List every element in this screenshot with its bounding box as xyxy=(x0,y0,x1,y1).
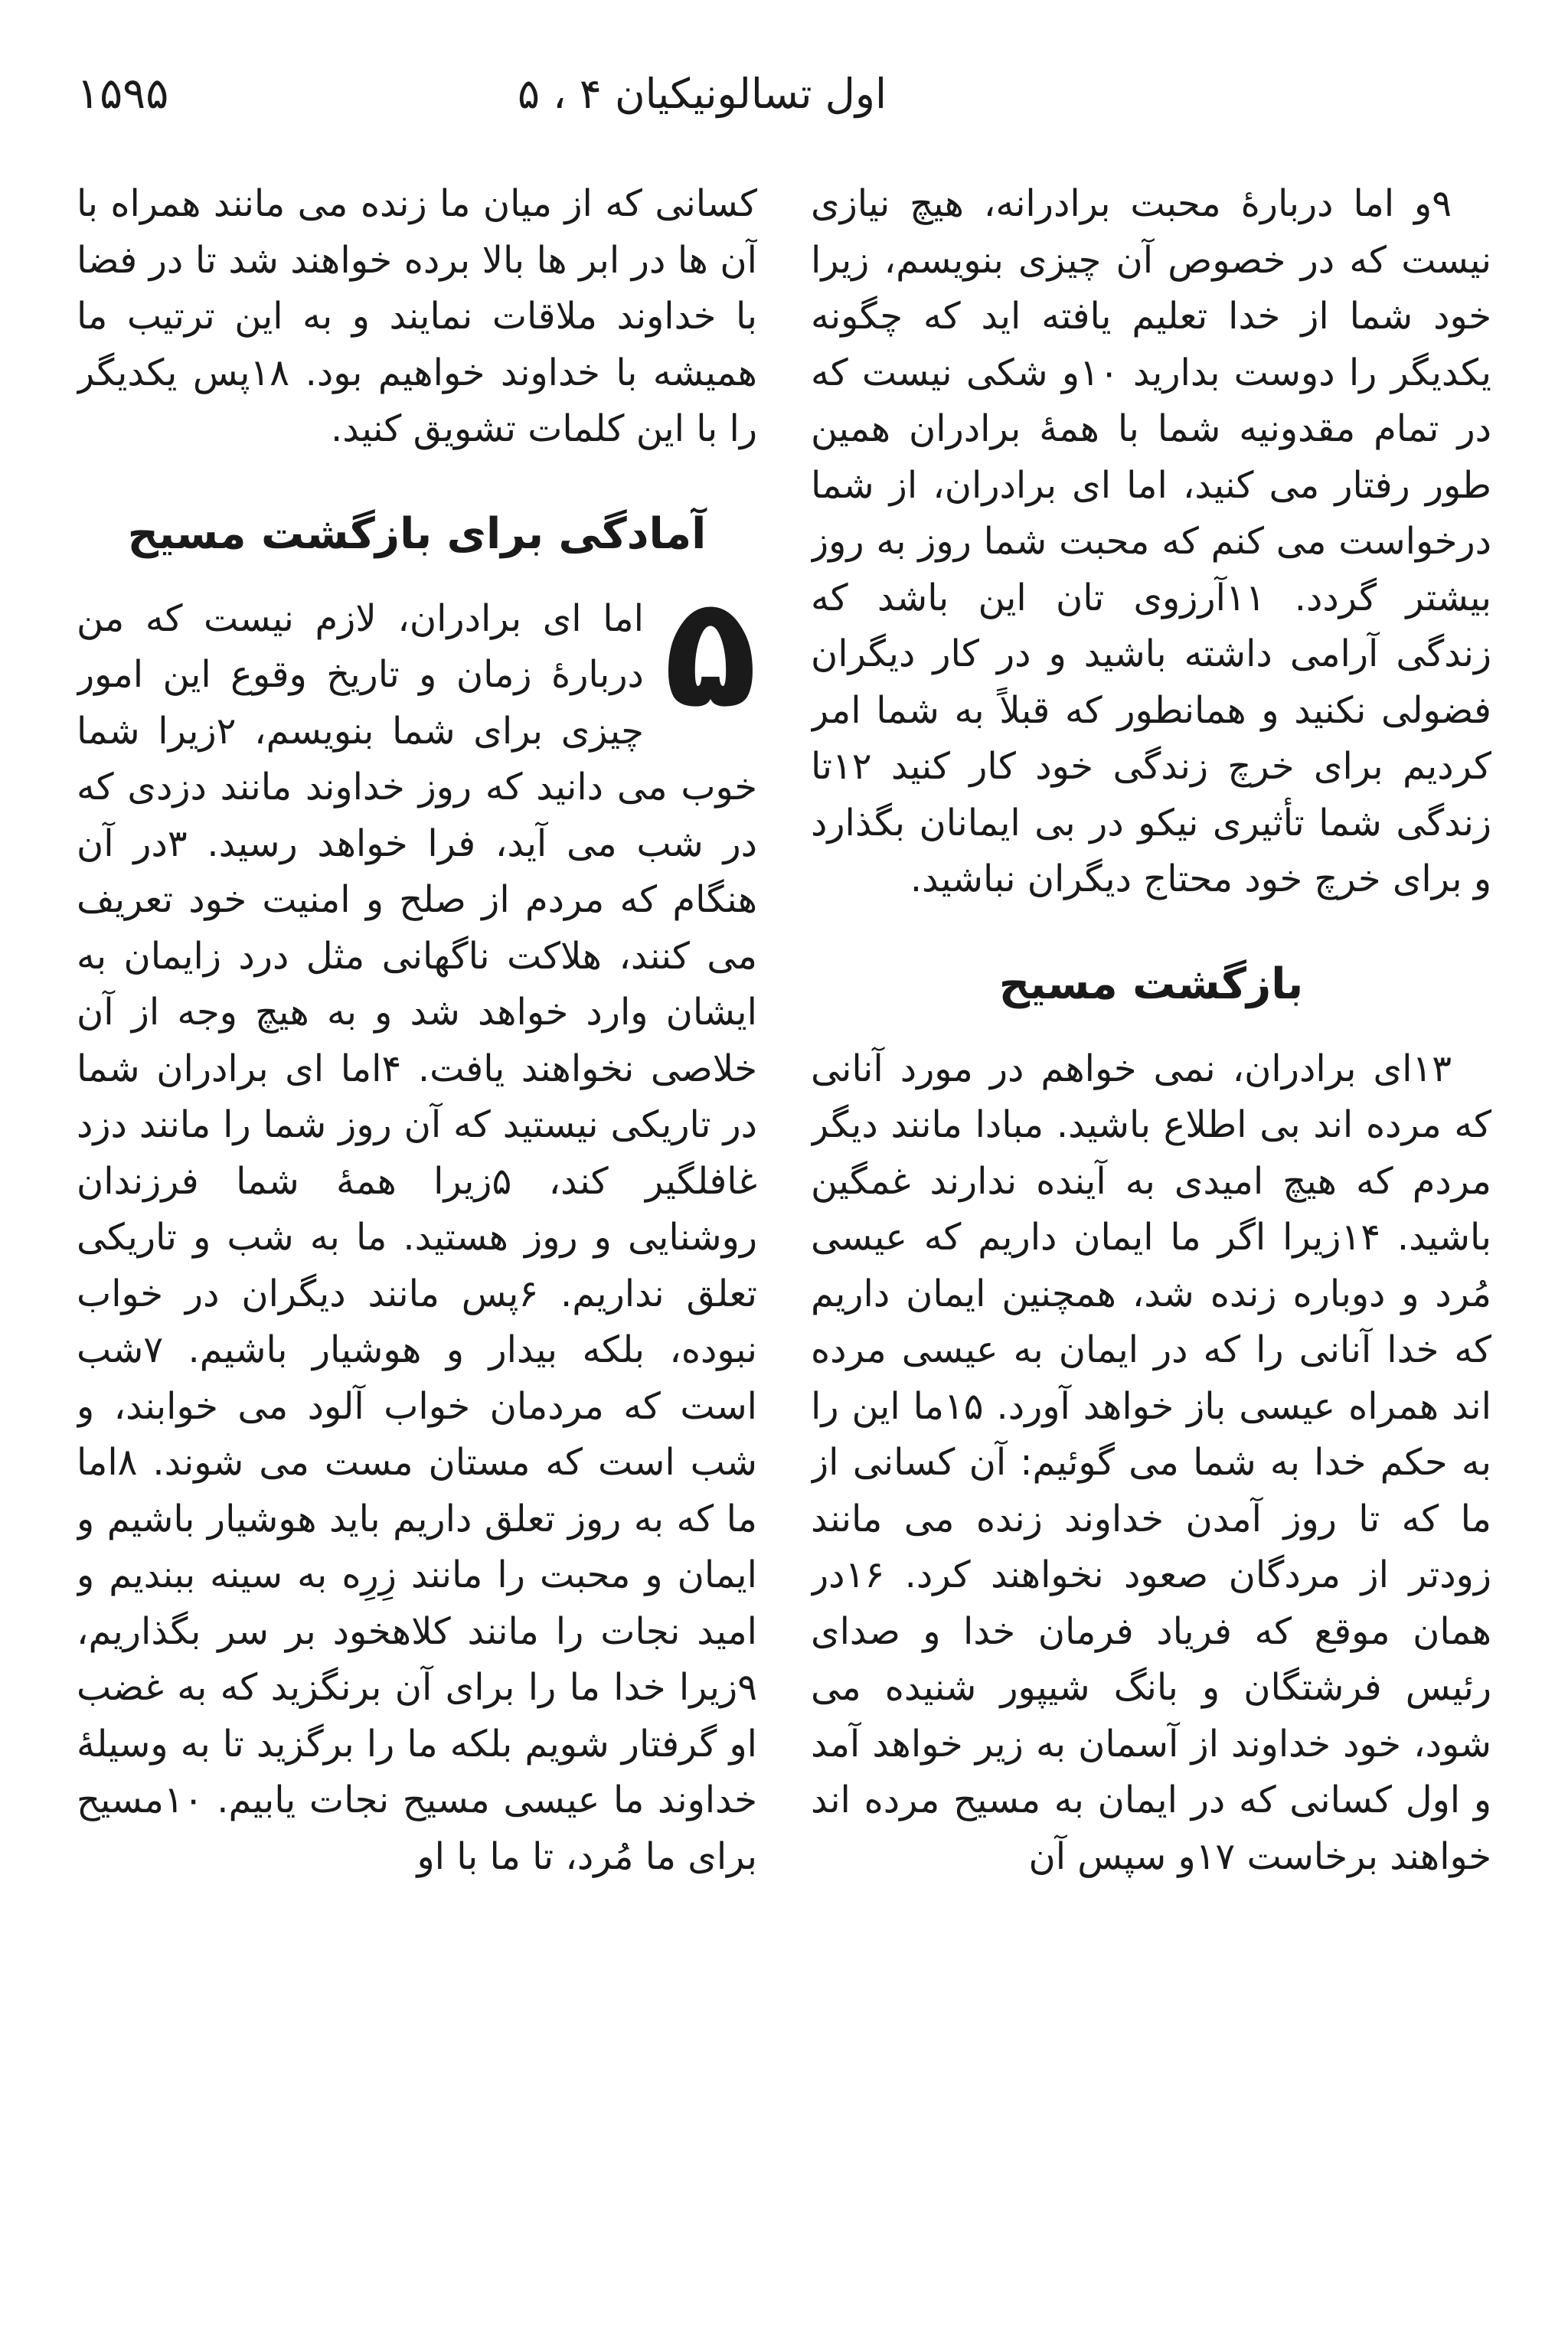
section-heading-return-of-christ: بازگشت مسیح xyxy=(998,959,1304,1009)
running-title: اول تسالونیکیان ۴ ، ۵ xyxy=(518,70,887,118)
chapter-5-text: اما ای برادران، لازم نیست که من دربارهٔ زمان و تاریخ وقوع این امور چیزی برای شما بنویسم، ۲زیرا شما خوب می دانید که روز خداوند مانند دزدی که در شب می آید، فرا خواهد رسید. ۳در آن هنگام که مردم از صلح و امنیت خود تعریف می کنند، هلاکت ناگهانی مثل درد زایمان به ایشان وارد خواهد شد و به هیچ وجه از آن خلاصی نخواهند یافت. ۴اما ای برادران شما در تاریکی نیستید که آن روز شما را مانند دزد غافلگیر کند، ۵زیرا همهٔ شما فرزندان روشنایی و روز هستید. ما به شب و تاریکی تعلق نداریم. ۶پس مانند دیگران در خواب نبوده، بلکه بیدار و هوشیار باشیم. ۷شب است که مردمان خواب آلود می خوابند، و شب است که مستان مست می شوند. ۸اما ما که به روز تعلق داریم باید هوشیار باشیم و ایمان و محبت را مانند زِرِه به سینه ببندیم و امید نجات را مانند کلاهخود بر سر بگذاریم، ۹زیرا خدا ما را برای آن برنگزید که به غضب او گرفتار شویم بلکه ما را برگزید تا به وسیلهٔ خداوند ما عیسی مسیح نجات یابیم. ۱۰مسیح برای ما مُرد، تا ما با او xyxy=(77,596,757,1878)
chapter-number: ۵ xyxy=(663,563,757,742)
paragraph-brotherly-love: ۹و اما دربارهٔ محبت برادرانه، هیچ نیازی نیست که در خصوص آن چیزی بنویسم، زیرا خود شما از خدا تعلیم یافته اید که چگونه یکدیگر را دوست بدارید ۱۰و شکی نیست که در تمام مقدونیه شما با همهٔ برادران همین طور رفتار می کنید، اما ای برادران، از شما درخواست می کنم که محبت شما روز به روز بیشتر گردد. ۱۱آرزوی تان این باشد که زندگی آرامی داشته باشید و در کار دیگران فضولی نکنید و همانطور که قبلاً به شما امر کردیم برای خرچ زندگی خود کار کنید ۱۲تا زندگی شما تأثیری نیکو در بی ایمانان بگذارد و برای خرچ خود محتاج دیگران نباشید. xyxy=(811,182,1491,900)
page-header xyxy=(77,60,1491,129)
left-column xyxy=(77,176,757,2305)
section-heading-readiness: آمادگی برای بازگشت مسیح xyxy=(127,508,707,559)
paragraph-return-of-christ: ۱۳ای برادران، نمی خواهم در مورد آنانی که مرده اند بی اطلاع باشید. مبادا مانند دیگر مردم که هیچ امیدی به آینده ندارند غمگین باشید. ۱۴زیرا اگر ما ایمان داریم که عیسی مُرد و دوباره زنده شد، همچنین ایمان داریم که خدا آنانی را که در ایمان به عیسی مرده اند همراه عیسی باز خواهد آورد. ۱۵ما این را به حکم خدا به شما می گوئیم: آن کسانی از ما که تا روز آمدن خداوند زنده می مانند زودتر از مردگان صعود نخواهند کرد. ۱۶در همان موقع که فریاد فرمان خدا و صدای رئیس فرشتگان و بانگ شیپور شنیده می شود، خود خداوند از آسمان به زیر خواهد آمد و اول کسانی که در ایمان به مسیح مرده اند خواهند برخاست ۱۷و سپس آن xyxy=(811,1047,1491,1878)
page-number: ۱۵۹۵ xyxy=(77,69,169,119)
right-column xyxy=(811,176,1491,2305)
paragraph-chapter-5 xyxy=(77,563,757,1886)
paragraph-continuation: کسانی که از میان ما زنده می مانند همراه با آن ها در ابر ها بالا برده خواهند شد تا در فضا با خداوند ملاقات نمایند و به این ترتیب ما همیشه با خداوند خواهیم بود. ۱۸پس یکدیگر را با این کلمات تشویق کنید. xyxy=(77,182,757,450)
text-columns xyxy=(77,176,1491,2305)
